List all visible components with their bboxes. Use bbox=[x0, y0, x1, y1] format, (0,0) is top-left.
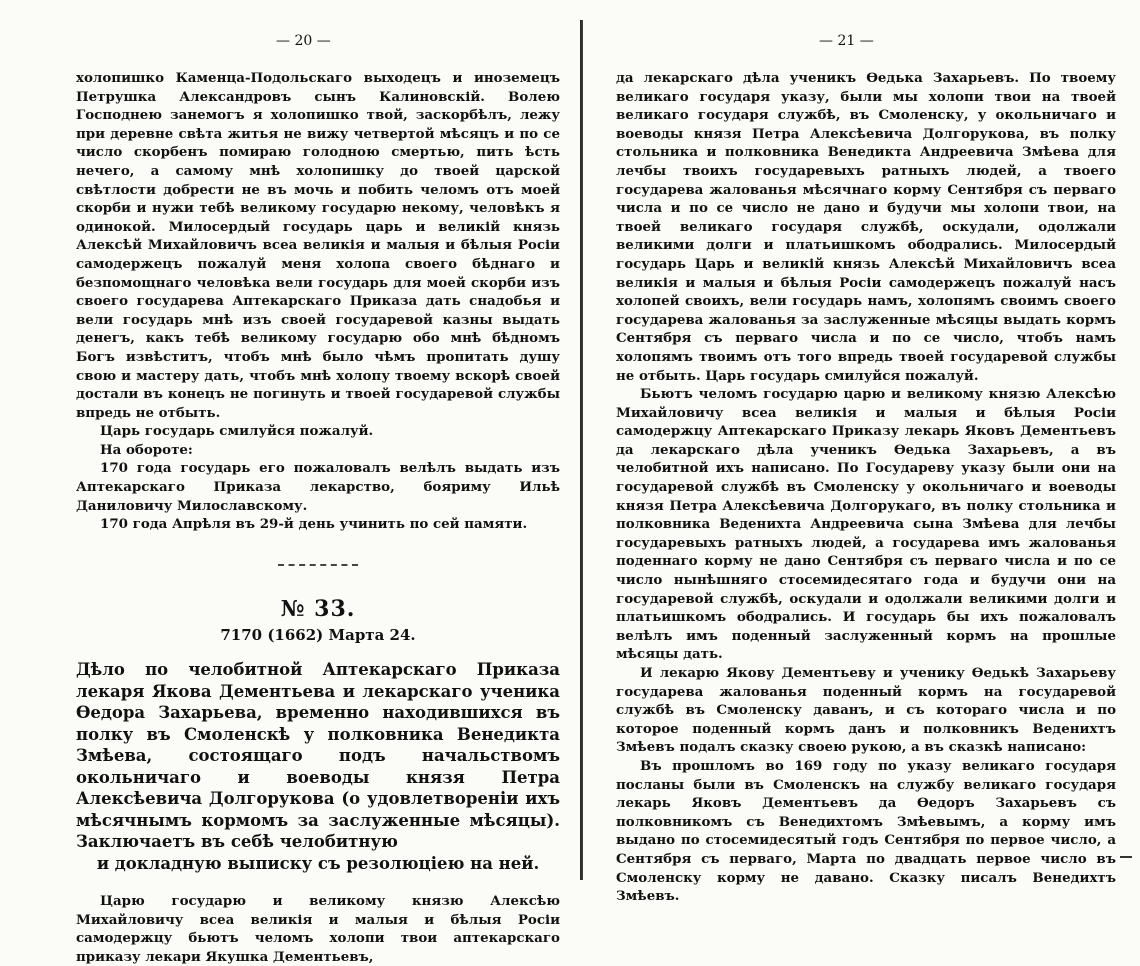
right-paragraph-inquiry: И лекарю Якову Дементьеву и ученику Ѳедькѣ Захарьеву государева жалованья поденный кормъ на государевой службѣ въ Смоленску даванъ, и съ котораго числа и по которое поденный кормъ данъ и полковникъ Веденихтъ Змѣевъ подалъ сказку своею рукою, а въ сказкѣ написано: bbox=[616, 665, 1116, 756]
right-paragraph-excerpt: Бьютъ челомъ государю царю и великому князю Алексѣю Михайловичу всеа великія и малыя и бѣлыя Росіи самодержцу Аптекарскаго Приказу лекарь Яковъ Дементьевъ да лекарскаго дѣла ученикъ Ѳедька Захарьевъ, а въ челобитной ихъ написано. По Государеву указу были они на государевой службѣ въ Смоленску у окольничаго и воеводы князя Петра Алексѣевича Долгорукаго, въ полку стольника и полковника Веденихта Андреевича сына Змѣева для лечбы государевыхъ ратныхъ людей, а государева имъ жалованья поденнаго корму не дано Сентября съ перваго числа и по се число нынѣшняго стосемидесятаго года и будучи они на государевой службѣ, оскудали и одолжали великими долги и платьишкомъ ободрались. И государь бы ихъ пожаловалъ велѣлъ имъ поденный заслуженный кормъ на прошлые мѣсяцы дать. bbox=[616, 386, 1116, 663]
section-divider bbox=[278, 564, 358, 566]
right-paragraph-statement: Въ прошломъ во 169 году по указу великаго государя посланы были въ Смоленскъ на службу великаго государя лекарь Яковъ Дементьевъ да Ѳедоръ Захарьевъ съ полковникомъ съ Венедихтомъ Змѣевымъ, а корму имъ выдано по стосемидесятый годъ Сентября по первое число, а Сентября съ перваго, Марта по двадцать первое число въ Смоленску корму не давано. Сказку писалъ Венедихтъ Змѣевъ. bbox=[616, 757, 1116, 905]
document-number: № 33. bbox=[280, 595, 356, 622]
left-text-column bbox=[76, 69, 560, 966]
left-paragraph-reverse-side: На обороте: bbox=[100, 441, 193, 458]
left-paragraph-resolution: 170 года государь его пожаловалъ велѣлъ выдать изъ Аптекарскаго Приказа лекарство, бояриму Ильѣ Даниловичу Милославскому. bbox=[76, 460, 560, 514]
document-summary bbox=[76, 659, 560, 874]
document-summary-last-line: и докладную выписку съ резолюціею на ней. bbox=[96, 853, 540, 873]
book-spine bbox=[580, 20, 583, 880]
summary-gap bbox=[76, 874, 560, 892]
section-gap bbox=[76, 534, 560, 560]
right-paragraph-petition: да лекарскаго дѣла ученикъ Ѳедька Захарьевъ. По твоему великаго государя указу, были мы холопи твои на твоей великаго государя службѣ, въ Смоленску, у окольничаго и воеводы князя Петра Алексѣевича Долгорукова, въ полку стольника и полковника Венедикта Андреевича Змѣева для лечбы твоихъ государевыхъ ратныхъ людей, а твоего государева жалованья мѣсячнаго корму Сентября съ перваго числа и по се число не дано и будучи мы холопи твои, на твоей великаго государя службѣ, оскудали, одолжали великими долги и платьишкомъ ободрались. Милосердый государь Царь и великій князь Алексѣй Михайловичъ всеа великія и малыя и бѣлыя Росіи самодержецъ пожалуй насъ холопей своихъ, вели государь намъ, холопямъ своимъ своего государева жалованья за заслуженные мѣсяцы выдать кормъ Сентября съ перваго числа и по се число, чтобъ намъ холопямъ твоимъ отъ того впредь твоей государевой службы не отбыть. Царь государь смилуйся пожалуй. bbox=[616, 70, 1116, 384]
petition-opening: Царю государю и великому князю Алексѣю Михайловичу всеа великія и малыя и бѣлыя Росіи самодержцу бьютъ челомъ холопи твои аптекарскаго приказу лекари Якушка Дементьевъ, bbox=[76, 893, 560, 965]
edge-mark bbox=[1120, 856, 1132, 858]
left-paragraph-order: 170 года Апрѣля въ 29-й день учинить по сей памяти. bbox=[100, 516, 528, 533]
left-paragraph-continuation: холопишко Каменца-Подольскаго выходецъ и иноземецъ Петрушка Александровъ сынъ Калиновскій. Волею Господнею занемогъ я холопишко твой, заскорбѣлъ, лежу при деревне свѣта житья не вижу четвертой мѣсяцъ и по се число скорбенъ помираю голодною смертью, пить ѣсть нечего, а самому мнѣ холопишку до твоей царской свѣтлости добрести не въ мочь и побить челомъ отъ моей скорби и нужи тебѣ великому государю некому, человѣкъ я одинокой. Милосердый государь царь и великій князь Алексѣй Михайловичъ всеа великія и малыя и бѣлыя Росіи самодержецъ пожалуй меня холопа своего бѣднаго и безпомощнаго человѣка вели государь для моей скорби изъ своего государева Аптекарскаго Приказа дать снадобья и вели государь мнѣ изъ своей государевой казны выдать денегъ, какъ тебѣ великому государю обо мнѣ бѣдномъ Богъ извѣститъ, чтобъ мнѣ было чѣмъ пропитать душу свою и мастеру дать, чтобъ мнѣ холопу твоему вскорѣ своей достали въ конецъ не погинуть и твоей государевой службы впредь не отбыть. bbox=[76, 70, 560, 421]
right-page bbox=[586, 0, 1140, 905]
right-text-column bbox=[616, 69, 1116, 906]
left-paragraph-plea: Царь государь смилуйся пожалуй. bbox=[100, 423, 374, 440]
document-summary-text: Дѣло по челобитной Аптекарскаго Приказа лекаря Якова Дементьева и лекарскаго ученика Ѳедора Захарьева, временно находившихся въ полку въ Смоленскѣ у полковника Венедикта Змѣева, состоящаго подъ начальствомъ окольничаго и воеводы князя Петра Алексѣевича Долгорукова (о удовлетвореніи ихъ мѣсячнымъ кормомъ за заслуженные мѣсяцы). Заключаетъ въ себѣ челобитную bbox=[76, 660, 560, 852]
page-number-right: — 21 — bbox=[819, 33, 874, 49]
page-number-left: — 20 — bbox=[276, 33, 331, 49]
document-date: 7170 (1662) Марта 24. bbox=[220, 626, 416, 645]
